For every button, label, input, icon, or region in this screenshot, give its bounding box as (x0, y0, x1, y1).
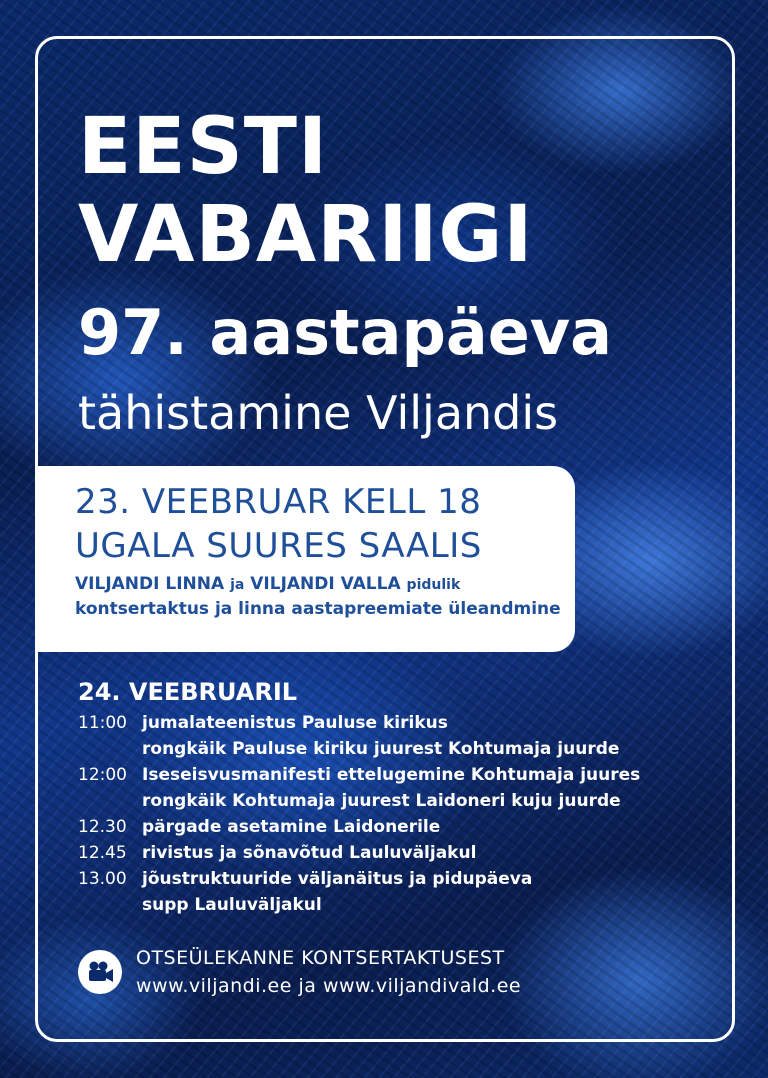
schedule-item: jõustruktuuride väljanäitus ja pidupäeva (142, 869, 533, 889)
schedule-item: jumalateenistus Pauluse kirikus (142, 713, 448, 733)
event-organizers (75, 572, 575, 597)
schedule-time: 13.00 (78, 869, 127, 889)
title-line-4: tähistamine Viljandis (78, 386, 559, 440)
website-links: www.viljandi.ee ja www.viljandivald.ee (136, 975, 522, 997)
schedule-row (78, 866, 708, 918)
title-line-1: EESTI (78, 102, 328, 192)
camera-icon (78, 950, 122, 994)
schedule-time: 12.30 (78, 817, 127, 837)
schedule-row (78, 762, 708, 814)
schedule-item: rongkäik Kohtumaja juurest Laidoneri kuju juurde (142, 791, 621, 811)
schedule-item: pärgade asetamine Laidonerile (142, 817, 441, 837)
schedule-item: supp Lauluväljakul (142, 895, 322, 915)
schedule-time: 12:00 (78, 765, 127, 785)
event-desc-1: pidulik (406, 577, 461, 593)
schedule-list (78, 710, 708, 918)
event-venue: UGALA SUURES SAALIS (75, 526, 482, 566)
day-heading: 24. VEEBRUARIL (78, 678, 298, 706)
schedule-item: Iseseisvusmanifesti ettelugemine Kohtumaja juures (142, 765, 641, 785)
schedule-row (78, 710, 708, 762)
schedule-item: rongkäik Pauluse kiriku juurest Kohtumaja juurde (142, 739, 620, 759)
event-info-box (35, 466, 575, 652)
schedule-row (78, 840, 708, 866)
broadcast-notice: OTSEÜLEKANNE KONTSERTAKTUSEST (136, 947, 505, 969)
schedule-row (78, 814, 708, 840)
schedule-item: rivistus ja sõnavõtud Lauluväljakul (142, 843, 477, 863)
footer (78, 944, 521, 1000)
schedule-time: 11:00 (78, 713, 127, 733)
organizer-2: VILJANDI VALLA (250, 574, 401, 594)
title-line-3: 97. aastapäeva (78, 296, 612, 369)
event-desc-2: kontsertaktus ja linna aastapreemiate üleandmine (75, 599, 561, 619)
event-date-time: 23. VEEBRUAR KELL 18 (75, 482, 482, 522)
schedule-time: 12.45 (78, 843, 127, 863)
title-line-2: VABARIIGI (78, 190, 534, 280)
organizer-1: VILJANDI LINNA (75, 574, 225, 594)
organizer-join: ja (230, 577, 245, 593)
